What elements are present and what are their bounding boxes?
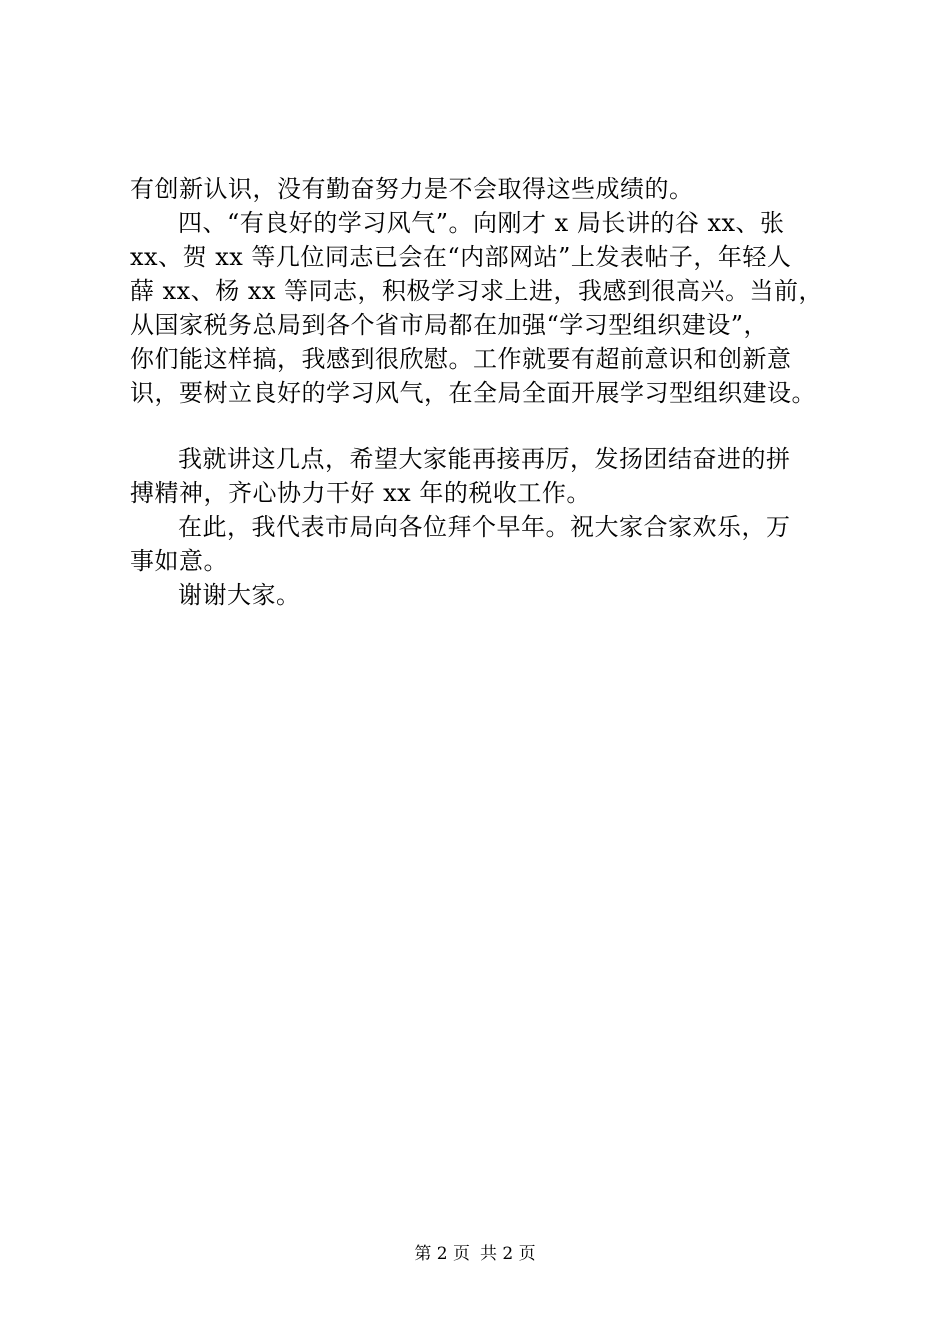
paragraph-line: 从国家税务总局到各个省市局都在加强“学习型组织建设”，: [130, 311, 769, 339]
page-number: 第 2 页: [414, 1244, 470, 1264]
paragraph-line: 事如意。: [130, 547, 228, 575]
paragraph-line: 识，要树立良好的学习风气，在全局全面开展学习型组织建设。: [130, 379, 816, 407]
paragraph-line: 搏精神，齐心协力干好 xx 年的税收工作。: [130, 479, 591, 507]
page-total: 共 2 页: [480, 1244, 536, 1264]
paragraph-line: 谢谢大家。: [178, 581, 301, 609]
paragraph-line: 你们能这样搞，我感到很欣慰。工作就要有超前意识和创新意: [130, 345, 792, 373]
paragraph-line: 我就讲这几点，希望大家能再接再厉，发扬团结奋进的拼: [178, 445, 791, 473]
paragraph-line: 薛 xx、杨 xx 等同志，积极学习求上进，我感到很高兴。当前，: [130, 277, 824, 305]
paragraph-line: 四、“有良好的学习风气”。向刚才 x 局长讲的谷 xx、张: [178, 209, 785, 237]
paragraph-line: 在此，我代表市局向各位拜个早年。祝大家合家欢乐，万: [178, 513, 791, 541]
paragraph-gap: [130, 410, 835, 442]
document-body: [130, 172, 835, 612]
page-footer: [0, 1243, 950, 1265]
paragraph-line: xx、贺 xx 等几位同志已会在“内部网站”上发表帖子，年轻人: [130, 243, 792, 271]
paragraph-line: 有创新认识，没有勤奋努力是不会取得这些成绩的。: [130, 175, 694, 203]
